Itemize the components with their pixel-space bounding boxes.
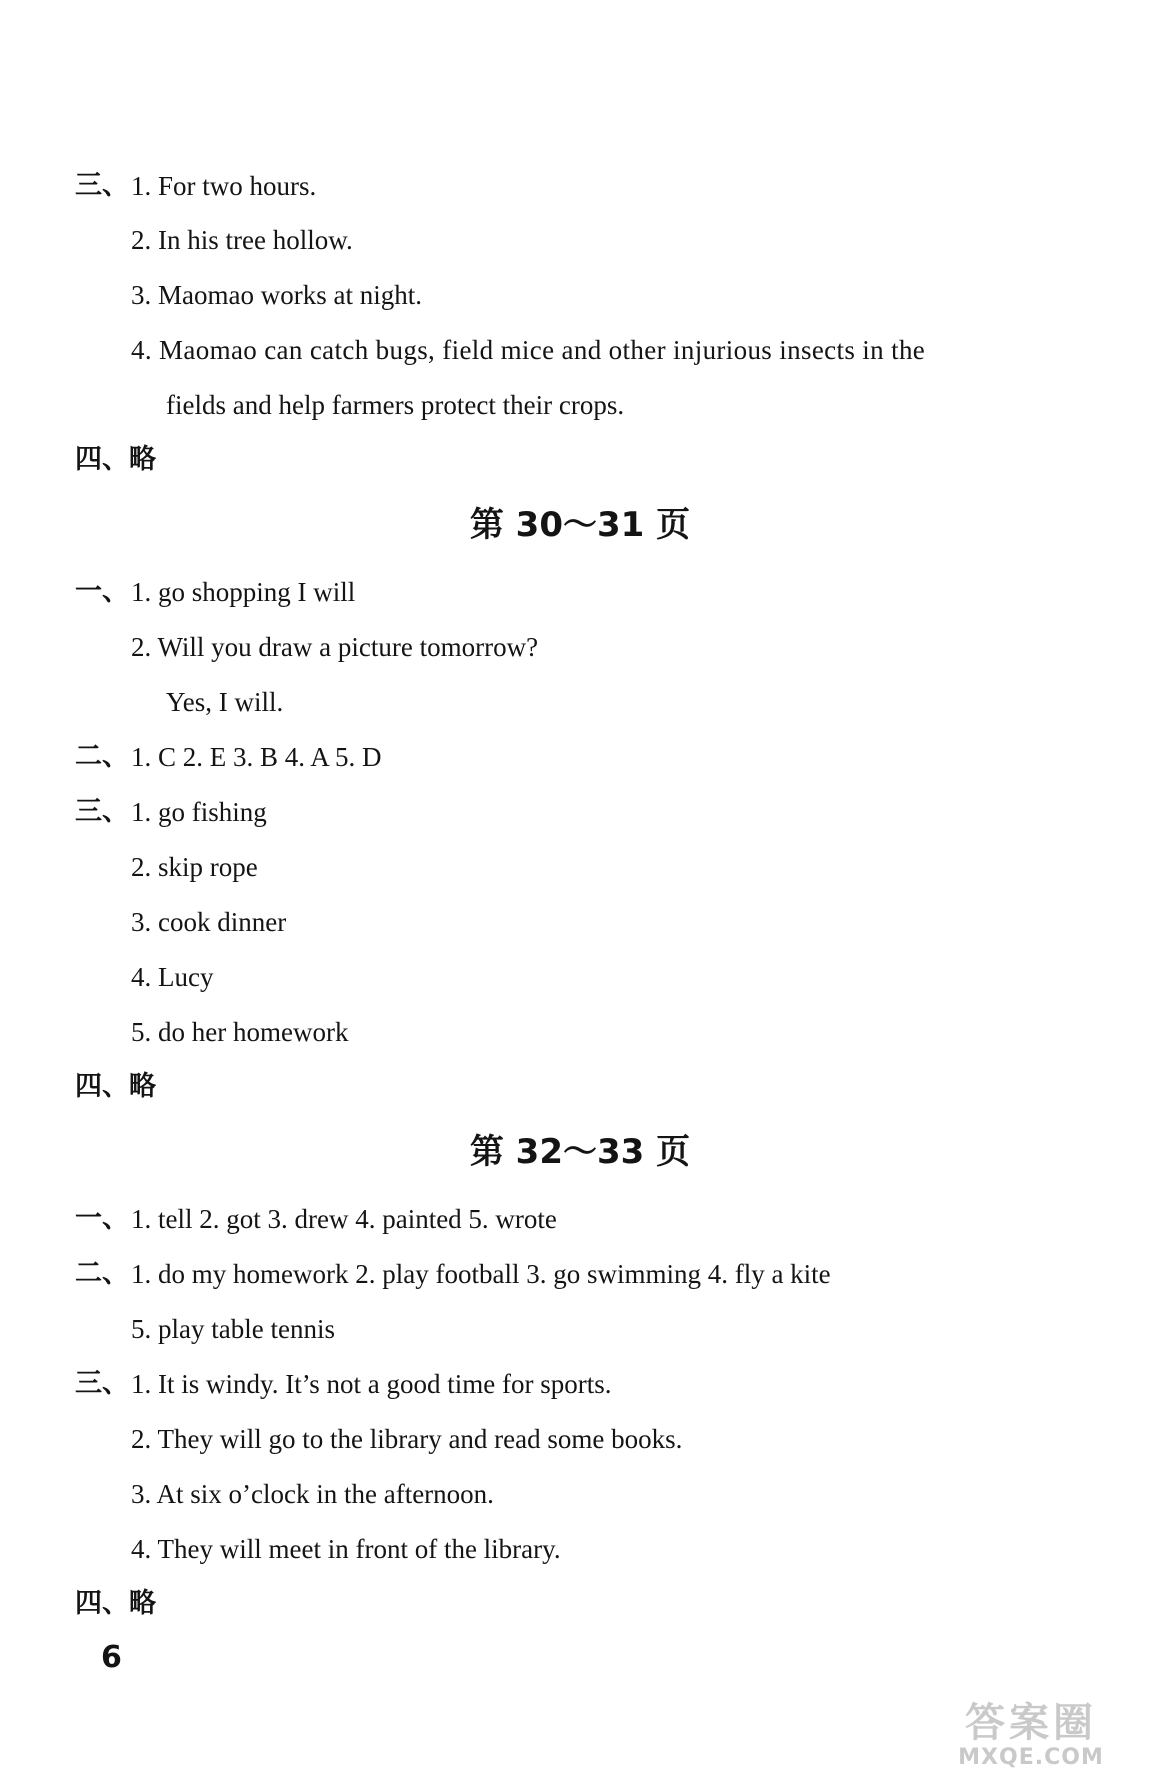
answer-line: 5. play table tennis [131, 1314, 335, 1344]
answer-line: 5. do her homework [131, 1017, 349, 1047]
answer-line: Yes, I will. [166, 687, 284, 717]
page-number: 6 [101, 1640, 122, 1675]
watermark-logo [936, 1700, 1126, 1780]
answer-line: 3. At six o’clock in the afternoon. [131, 1479, 494, 1509]
answer-line: 1. do my homework 2. play football 3. go swimming 4. fly a kite [131, 1259, 831, 1289]
page-range-heading: 第 32～33 页 [469, 1132, 691, 1172]
answer-line: 1. go fishing [131, 797, 267, 827]
answer-line: 4. Lucy [131, 962, 214, 992]
section-label-4: 四、略 [75, 1071, 156, 1102]
answer-line: 1. It is windy. It’s not a good time for sports. [131, 1369, 612, 1399]
section-label-4: 四、略 [75, 444, 156, 475]
section-label-1: 一、 [75, 1203, 129, 1234]
answer-line: 4. Maomao can catch bugs, field mice and other injurious insects in the [131, 335, 926, 365]
section-label-3: 三、 [75, 1368, 129, 1399]
section-label-1: 一、 [75, 576, 129, 607]
answer-line: 1. go shopping I will [131, 577, 356, 607]
answer-line: 1. C 2. E 3. B 4. A 5. D [131, 742, 382, 772]
answer-line: 3. cook dinner [131, 907, 287, 937]
section-label-3: 三、 [75, 170, 129, 201]
answer-line: 2. In his tree hollow. [131, 225, 353, 255]
answer-line: 3. Maomao works at night. [131, 280, 422, 310]
section-label-3: 三、 [75, 796, 129, 827]
answer-line: 1. tell 2. got 3. drew 4. painted 5. wrote [131, 1204, 557, 1234]
section-label-2: 二、 [75, 1258, 129, 1289]
page-range-heading: 第 30～31 页 [469, 505, 691, 545]
section-label-2: 二、 [75, 741, 129, 772]
answer-line: 2. Will you draw a picture tomorrow? [131, 632, 539, 662]
watermark-text: 答案圈 [965, 1700, 1097, 1746]
answer-line: fields and help farmers protect their crops. [166, 390, 625, 420]
answer-line: 2. They will go to the library and read some books. [131, 1424, 683, 1454]
watermark-url: MXQE.COM [958, 1745, 1104, 1770]
answer-line: 4. They will meet in front of the library. [131, 1534, 561, 1564]
section-label-4: 四、略 [75, 1588, 156, 1619]
answer-line: 2. skip rope [131, 852, 258, 882]
answer-line: 1. For two hours. [131, 171, 317, 201]
